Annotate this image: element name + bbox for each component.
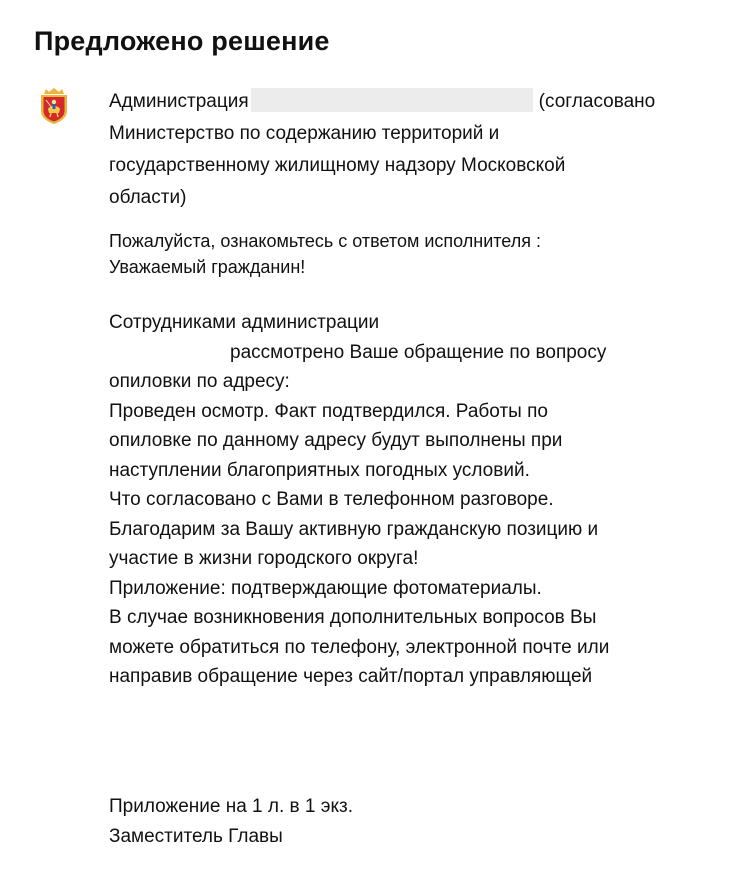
body-line: В случае возникновения дополнительных вопросов Вы [109, 607, 597, 628]
page-title: Предложено решение [34, 26, 330, 56]
signature-title: Заместитель Главы [109, 826, 283, 847]
intro-block [109, 228, 719, 280]
greeting-line: Уважаемый гражданин! [109, 257, 306, 277]
redacted-block [251, 88, 533, 112]
body-line: рассмотрено Ваше обращение по вопросу [230, 341, 607, 363]
body-line: Проведен осмотр. Факт подтвердился. Работы по [109, 400, 548, 422]
body-line: наступлении благоприятных погодных условий. [109, 459, 530, 481]
sender-line-3: государственному жилищному надзору Московской [109, 155, 566, 176]
body-line: направив обращение через сайт/портал управляющей [109, 666, 593, 687]
sender-line-4: области) [109, 187, 187, 208]
body-line: участие в жизни городского округа! [109, 548, 419, 569]
body-line: Приложение: подтверждающие фотоматериалы. [109, 577, 542, 599]
body-line: опиловке по данному адресу будут выполнены при [109, 430, 563, 451]
body-line: можете обратиться по телефону, электронной почте или [109, 636, 610, 658]
coat-of-arms-icon [38, 87, 70, 125]
message-body [109, 86, 719, 692]
intro-line: Пожалуйста, ознакомьтесь с ответом исполнителя : [109, 231, 541, 251]
body-line: Благодарим за Вашу активную гражданскую позицию и [109, 518, 599, 540]
sender-line-2: Министерство по содержанию территорий и [109, 123, 500, 144]
sender-prefix: Администрация [109, 91, 249, 112]
body-line: Сотрудниками администрации [109, 312, 380, 333]
sender-block [109, 86, 719, 214]
attachment-note: Приложение на 1 л. в 1 экз. [109, 796, 353, 817]
response-text [109, 308, 719, 692]
sender-suffix: (согласовано [538, 91, 656, 112]
body-line: Что согласовано с Вами в телефонном разговоре. [109, 489, 554, 510]
footer-block [109, 792, 353, 852]
body-line: опиловки по адресу: [109, 371, 290, 392]
sender-line-1 [109, 86, 719, 118]
